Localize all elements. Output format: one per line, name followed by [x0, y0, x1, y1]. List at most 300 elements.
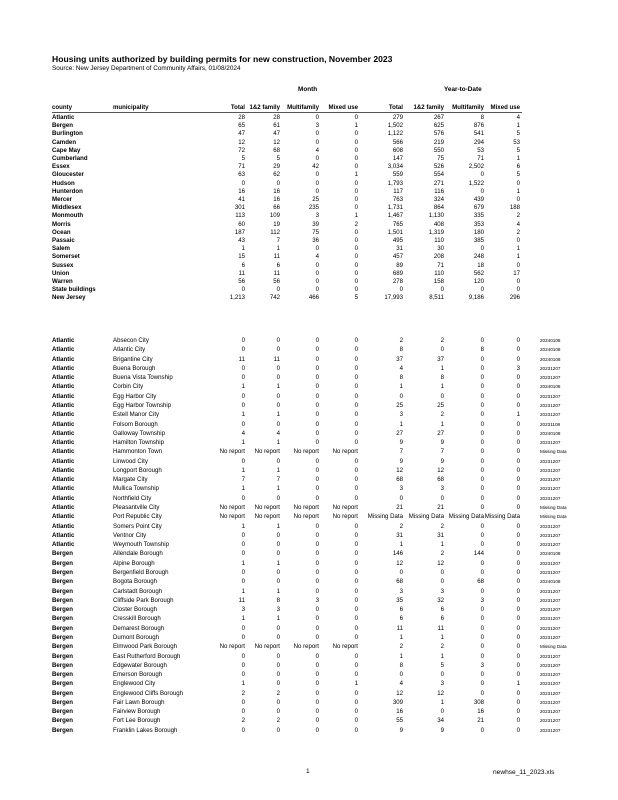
report-date-cell: Missing Data: [540, 449, 567, 455]
municipality-cell: Hamilton Township: [113, 439, 165, 447]
report-date-cell: 20231207: [540, 365, 561, 371]
ytd-total-cell: 0: [399, 286, 403, 294]
county-cell: Atlantic: [52, 355, 75, 363]
ytd-total-cell: 2: [399, 643, 403, 651]
ytd-one-two-family-cell: 1: [440, 633, 444, 641]
month-mixed-use-cell: 0: [354, 204, 358, 212]
report-date-cell: 20231207: [540, 440, 561, 446]
ytd-one-two-family-cell: 1: [440, 364, 444, 372]
summary-row: [0, 212, 618, 220]
ytd-total-cell: 1: [399, 541, 403, 549]
county-cell: Atlantic: [52, 513, 75, 521]
county-cell: Cumberland: [52, 155, 88, 162]
month-multifamily-cell: 0: [315, 569, 319, 576]
month-multifamily-cell: 3: [315, 122, 319, 130]
month-mixed-use-cell: 0: [354, 163, 358, 171]
month-total-cell: 72: [238, 146, 245, 154]
ytd-total-cell: 12: [396, 559, 403, 567]
month-mixed-use-cell: 0: [354, 708, 358, 716]
month-multifamily-cell: 0: [315, 179, 319, 187]
county-cell: Monmouth: [52, 212, 84, 220]
ytd-total-cell: 16: [396, 708, 403, 716]
ytd-one-two-family-cell: 6: [440, 606, 444, 614]
municipality-cell: Fort Lee Borough: [113, 717, 161, 725]
ytd-multifamily-cell: 0: [480, 374, 484, 382]
month-multifamily-cell: 0: [315, 278, 319, 285]
detail-row: [0, 597, 618, 605]
ytd-mixed-use-cell: 0: [516, 237, 520, 244]
ytd-one-two-family-cell: 9: [440, 439, 444, 447]
month-total-cell: 1: [241, 615, 245, 623]
municipality-cell: Cliffside Park Borough: [113, 596, 174, 604]
ytd-multifamily-cell: 0: [480, 504, 484, 512]
ytd-one-two-family-cell: 208: [433, 253, 444, 261]
detail-row: [0, 680, 618, 688]
month-mixed-use-cell: 0: [354, 355, 358, 363]
report-date-cell: 20231207: [540, 495, 561, 501]
ytd-one-two-family-cell: 2: [440, 337, 444, 344]
month-total-cell: 0: [241, 457, 245, 465]
county-cell: Atlantic: [52, 541, 75, 549]
county-cell: Atlantic: [52, 439, 75, 447]
ytd-mixed-use-cell: 0: [516, 346, 520, 354]
ytd-mixed-use-cell: 1: [516, 187, 520, 195]
ytd-mixed-use-cell: 6: [516, 163, 520, 171]
ytd-mixed-use-cell: 5: [516, 146, 520, 154]
municipality-cell: Buena Vista Township: [113, 374, 173, 382]
ytd-mixed-use-cell: 17: [513, 269, 520, 277]
month-one-two-family-cell: 19: [273, 220, 280, 228]
report-date-cell: 20231207: [540, 625, 561, 631]
month-total-cell: 3: [241, 606, 245, 614]
month-mixed-use-cell: 0: [354, 494, 358, 502]
month-total-cell: 1: [241, 245, 245, 253]
month-multifamily-cell: 0: [315, 364, 319, 372]
month-one-two-family-cell: 2: [276, 717, 280, 725]
month-multifamily-cell: 0: [315, 485, 319, 493]
ytd-multifamily-cell: 0: [480, 606, 484, 614]
municipality-cell: Buena Borough: [113, 364, 156, 372]
month-one-two-family-cell: No report: [254, 504, 280, 512]
month-multifamily-cell: No report: [293, 448, 319, 456]
ytd-multifamily-cell: 2,502: [468, 163, 484, 171]
ytd-multifamily-cell: 0: [480, 726, 484, 734]
ytd-total-cell: 457: [392, 253, 403, 261]
report-date-cell: 20231207: [540, 375, 561, 381]
ytd-mixed-use-cell: 0: [516, 578, 520, 586]
month-one-two-family-cell: 0: [276, 401, 280, 409]
ytd-multifamily-cell: 0: [480, 633, 484, 641]
ytd-total-cell: Missing Data: [367, 513, 403, 521]
ytd-multifamily-cell: 144: [473, 550, 484, 558]
report-date-cell: 20240108: [540, 430, 561, 436]
month-total-cell: 0: [241, 624, 245, 632]
month-one-two-family-cell: No report: [254, 448, 280, 456]
report-date-cell: 20231207: [540, 486, 561, 492]
month-mixed-use-cell: No report: [332, 448, 358, 456]
month-one-two-family-cell: 1: [276, 411, 280, 419]
county-cell: Hudson: [52, 179, 75, 187]
ytd-mixed-use-cell: 4: [516, 114, 520, 121]
county-cell: Atlantic: [52, 346, 75, 354]
detail-row: [0, 550, 618, 558]
county-cell: Atlantic: [52, 392, 75, 400]
ytd-one-two-family-cell: 11: [437, 624, 444, 632]
county-cell: Bergen: [52, 698, 73, 706]
month-one-two-family-cell: 109: [269, 212, 280, 220]
month-mixed-use-cell: 0: [354, 346, 358, 354]
page-number: 1: [306, 768, 310, 775]
ytd-mixed-use-cell: 0: [516, 708, 520, 716]
ytd-total-cell: 689: [392, 269, 403, 277]
detail-row: [0, 727, 618, 735]
summary-row: [0, 245, 618, 253]
month-multifamily-cell: 0: [315, 439, 319, 447]
month-multifamily-cell: 0: [315, 578, 319, 586]
month-multifamily-cell: 42: [312, 163, 319, 171]
month-total-cell: 1: [241, 439, 245, 447]
month-mixed-use-cell: 0: [354, 411, 358, 419]
county-cell: Ocean: [52, 228, 71, 236]
month-multifamily-cell: 0: [315, 269, 319, 277]
ytd-total-cell: 1,122: [387, 130, 403, 138]
detail-row: [0, 560, 618, 568]
group-header-month: Month: [298, 86, 318, 93]
month-multifamily-cell: 0: [315, 652, 319, 660]
month-multifamily-cell: 0: [315, 392, 319, 400]
header-divider: [52, 112, 522, 113]
ytd-multifamily-cell: 0: [480, 171, 484, 179]
ytd-total-cell: 0: [399, 569, 403, 576]
report-date-cell: 20231207: [540, 681, 561, 687]
municipality-cell: Elmwood Park Borough: [113, 643, 178, 651]
month-one-two-family-cell: 0: [276, 392, 280, 400]
report-date-cell: 20231207: [540, 653, 561, 659]
ytd-one-two-family-cell: 0: [440, 578, 444, 586]
report-date-cell: 20231207: [540, 672, 561, 678]
ytd-total-cell: 559: [392, 171, 403, 179]
ytd-multifamily-cell: 0: [480, 624, 484, 632]
month-one-two-family-cell: 61: [273, 122, 280, 130]
county-cell: Bergen: [52, 550, 73, 558]
ytd-mixed-use-cell: 0: [516, 466, 520, 474]
detail-row: [0, 421, 618, 429]
municipality-cell: Alpine Borough: [113, 559, 155, 567]
month-mixed-use-cell: 0: [354, 578, 358, 586]
month-multifamily-cell: 0: [315, 522, 319, 530]
ytd-total-cell: 68: [396, 476, 403, 484]
ytd-multifamily-cell: 71: [477, 155, 484, 162]
detail-row: [0, 708, 618, 716]
ytd-multifamily-cell: 0: [480, 476, 484, 484]
municipality-cell: Somers Point City: [113, 522, 162, 530]
municipality-cell: Fairview Borough: [113, 708, 161, 716]
county-cell: Bergen: [52, 596, 73, 604]
municipality-cell: Brigantine City: [113, 355, 153, 363]
month-one-two-family-cell: 0: [276, 652, 280, 660]
detail-row: [0, 448, 618, 456]
month-mixed-use-cell: 0: [354, 671, 358, 679]
ytd-multifamily-cell: 0: [480, 392, 484, 400]
month-one-two-family-cell: 1: [276, 615, 280, 623]
detail-row: [0, 337, 618, 345]
ytd-mixed-use-cell: 0: [516, 717, 520, 725]
month-total-cell: 0: [241, 531, 245, 539]
month-total-cell: 1: [241, 411, 245, 419]
ytd-total-cell: 608: [392, 146, 403, 154]
report-date-cell: 20231207: [540, 532, 561, 538]
ytd-mixed-use-cell: 2: [516, 212, 520, 220]
month-one-two-family-cell: 0: [276, 726, 280, 734]
ytd-total-cell: 3: [399, 587, 403, 595]
report-date-cell: 20240108: [540, 579, 561, 585]
ytd-multifamily-cell: 18: [477, 261, 484, 269]
ytd-mixed-use-cell: 1: [516, 680, 520, 688]
month-one-two-family-cell: 0: [276, 624, 280, 632]
ytd-mixed-use-cell: 0: [516, 439, 520, 447]
month-multifamily-cell: 466: [308, 294, 319, 302]
municipality-cell: Pleasantville City: [113, 504, 160, 512]
ytd-multifamily-cell: 53: [477, 146, 484, 154]
month-total-cell: 0: [241, 652, 245, 660]
month-multifamily-cell: 0: [315, 541, 319, 549]
month-multifamily-cell: 0: [315, 494, 319, 502]
month-one-two-family-cell: 112: [270, 228, 280, 236]
ytd-multifamily-cell: 541: [473, 130, 484, 138]
ytd-total-cell: 4: [399, 364, 403, 372]
month-multifamily-cell: 0: [315, 689, 319, 697]
county-cell: Atlantic: [52, 522, 75, 530]
county-cell: Salem: [52, 245, 70, 253]
ytd-multifamily-cell: 439: [473, 196, 484, 203]
ytd-total-cell: 309: [392, 698, 403, 706]
ytd-mixed-use-cell: 0: [516, 286, 520, 294]
month-total-cell: 65: [238, 122, 245, 130]
month-mixed-use-cell: 0: [354, 439, 358, 447]
ytd-mixed-use-cell: 0: [516, 671, 520, 679]
ytd-mixed-use-cell: 5: [516, 171, 520, 179]
col-header-mixed-use: Mixed use: [328, 104, 358, 111]
summary-row: [0, 253, 618, 261]
ytd-multifamily-cell: 3: [480, 661, 484, 669]
month-one-two-family-cell: 2: [276, 689, 280, 697]
month-total-cell: 1,213: [229, 294, 245, 302]
month-one-two-family-cell: 0: [276, 286, 280, 294]
month-one-two-family-cell: 1: [276, 559, 280, 567]
ytd-total-cell: 27: [396, 429, 403, 437]
month-mixed-use-cell: No report: [332, 513, 358, 521]
ytd-one-two-family-cell: 34: [437, 717, 444, 725]
ytd-one-two-family-cell: 0: [440, 494, 444, 502]
month-total-cell: 0: [241, 550, 245, 558]
ytd-total-cell: 9: [399, 457, 403, 465]
month-total-cell: 71: [238, 163, 245, 171]
ytd-multifamily-cell: 9,186: [468, 294, 484, 302]
month-multifamily-cell: 0: [315, 383, 319, 391]
report-date-cell: 20231207: [540, 560, 561, 566]
month-total-cell: 0: [241, 671, 245, 679]
detail-row: [0, 430, 618, 438]
ytd-multifamily-cell: 0: [480, 286, 484, 294]
municipality-cell: Fair Lawn Borough: [113, 698, 165, 706]
county-cell: Somerset: [52, 253, 80, 261]
ytd-one-two-family-cell: 8,511: [429, 294, 444, 302]
ytd-one-two-family-cell: 9: [440, 457, 444, 465]
ytd-multifamily-cell: 68: [477, 578, 484, 586]
county-cell: Atlantic: [52, 476, 75, 484]
county-cell: Bergen: [52, 689, 73, 697]
ytd-multifamily-cell: 21: [477, 717, 484, 725]
municipality-cell: Atlantic City: [113, 346, 146, 354]
month-total-cell: 0: [241, 578, 245, 586]
ytd-total-cell: 117: [393, 187, 403, 195]
month-multifamily-cell: 0: [315, 138, 319, 146]
county-cell: Atlantic: [52, 485, 75, 493]
month-multifamily-cell: 25: [312, 196, 319, 203]
month-multifamily-cell: 0: [315, 337, 319, 344]
ytd-multifamily-cell: 3: [480, 596, 484, 604]
ytd-one-two-family-cell: 0: [440, 286, 444, 294]
month-multifamily-cell: 0: [315, 606, 319, 614]
ytd-total-cell: 31: [396, 531, 403, 539]
month-total-cell: 0: [241, 364, 245, 372]
county-cell: Atlantic: [52, 531, 75, 539]
municipality-cell: Bogota Borough: [113, 578, 158, 586]
county-cell: Passaic: [52, 237, 75, 244]
detail-row: [0, 615, 618, 623]
ytd-multifamily-cell: 0: [480, 466, 484, 474]
ytd-mixed-use-cell: 0: [516, 698, 520, 706]
month-total-cell: 1: [241, 466, 245, 474]
month-mixed-use-cell: 0: [354, 726, 358, 734]
ytd-mixed-use-cell: 0: [516, 522, 520, 530]
month-multifamily-cell: 0: [315, 633, 319, 641]
month-one-two-family-cell: 0: [276, 708, 280, 716]
summary-row: [0, 229, 618, 237]
ytd-multifamily-cell: 0: [480, 680, 484, 688]
municipality-cell: Allendale Borough: [113, 550, 163, 558]
detail-row: [0, 569, 618, 577]
month-one-two-family-cell: 7: [276, 476, 280, 484]
month-mixed-use-cell: 0: [354, 269, 358, 277]
report-date-cell: 20231207: [540, 709, 561, 715]
county-cell: Bergen: [52, 661, 73, 669]
report-date-cell: Missing Data: [540, 514, 567, 520]
ytd-total-cell: 3,034: [387, 163, 403, 171]
month-total-cell: 301: [234, 204, 245, 212]
detail-row: [0, 643, 618, 651]
ytd-total-cell: 35: [396, 596, 403, 604]
ytd-total-cell: 31: [396, 245, 403, 253]
summary-row: [0, 147, 618, 155]
month-total-cell: 1: [241, 383, 245, 391]
summary-row: [0, 294, 618, 302]
county-cell: Bergen: [52, 717, 73, 725]
report-date-cell: 20240108: [540, 551, 561, 557]
report-date-cell: 20231207: [540, 402, 561, 408]
col-header-multifamily: Multifamily: [287, 104, 319, 111]
month-one-two-family-cell: 12: [273, 138, 280, 146]
month-total-cell: 11: [238, 596, 245, 604]
ytd-one-two-family-cell: 32: [437, 596, 444, 604]
municipality-cell: Englewood City: [113, 680, 156, 688]
detail-row: [0, 346, 618, 354]
report-date-cell: 20231207: [540, 662, 561, 668]
month-one-two-family-cell: 0: [276, 457, 280, 465]
county-cell: Bergen: [52, 587, 73, 595]
municipality-cell: Egg Harbor City: [113, 392, 157, 400]
ytd-one-two-family-cell: 25: [437, 401, 444, 409]
month-total-cell: 11: [238, 355, 245, 363]
month-one-two-family-cell: 6: [276, 261, 280, 269]
month-total-cell: 1: [241, 680, 245, 688]
ytd-mixed-use-cell: 0: [516, 485, 520, 493]
ytd-multifamily-cell: 0: [480, 364, 484, 372]
month-one-two-family-cell: 0: [276, 661, 280, 669]
ytd-total-cell: 89: [396, 261, 403, 269]
ytd-multifamily-cell: 0: [480, 355, 484, 363]
month-multifamily-cell: 39: [312, 220, 319, 228]
ytd-total-cell: 3: [399, 411, 403, 419]
report-date-cell: 20231207: [540, 412, 561, 418]
ytd-one-two-family-cell: 8: [440, 374, 444, 382]
month-total-cell: 0: [241, 286, 245, 294]
month-total-cell: 0: [241, 726, 245, 734]
month-total-cell: 1: [241, 485, 245, 493]
county-cell: Bergen: [52, 680, 73, 688]
ytd-total-cell: 279: [392, 114, 403, 121]
ytd-one-two-family-cell: 12: [437, 559, 444, 567]
ytd-one-two-family-cell: 324: [433, 196, 444, 203]
ytd-total-cell: 2: [399, 522, 403, 530]
ytd-mixed-use-cell: 0: [516, 689, 520, 697]
ytd-mixed-use-cell: 0: [516, 615, 520, 623]
month-multifamily-cell: 235: [308, 204, 319, 212]
month-multifamily-cell: 0: [315, 466, 319, 474]
ytd-total-cell: 495: [392, 237, 403, 244]
month-one-two-family-cell: 0: [276, 364, 280, 372]
month-multifamily-cell: 0: [315, 587, 319, 595]
ytd-one-two-family-cell: 158: [433, 278, 444, 285]
municipality-cell: Northfield City: [113, 494, 152, 502]
month-mixed-use-cell: 0: [354, 569, 358, 576]
month-one-two-family-cell: 11: [273, 253, 280, 261]
county-cell: Essex: [52, 163, 70, 171]
ytd-total-cell: 0: [399, 392, 403, 400]
report-date-cell: 20231207: [540, 458, 561, 464]
county-cell: Morris: [52, 220, 71, 228]
month-total-cell: 1: [241, 522, 245, 530]
month-one-two-family-cell: 1: [276, 439, 280, 447]
detail-row: [0, 625, 618, 633]
report-date-cell: 20240108: [540, 347, 561, 353]
ytd-one-two-family-cell: 9: [440, 726, 444, 734]
month-total-cell: 16: [238, 187, 245, 195]
ytd-multifamily-cell: 8: [480, 114, 484, 121]
municipality-cell: Galloway Township: [113, 429, 166, 437]
month-one-two-family-cell: 0: [276, 569, 280, 576]
month-one-two-family-cell: 1: [276, 383, 280, 391]
municipality-cell: Corbin City: [113, 383, 144, 391]
month-multifamily-cell: 0: [315, 286, 319, 294]
detail-row: [0, 671, 618, 679]
month-mixed-use-cell: 0: [354, 286, 358, 294]
municipality-cell: Emerson Borough: [113, 671, 163, 679]
month-one-two-family-cell: 0: [276, 680, 280, 688]
ytd-mixed-use-cell: 188: [509, 204, 520, 212]
county-cell: Bergen: [52, 624, 73, 632]
ytd-multifamily-cell: 16: [477, 708, 484, 716]
